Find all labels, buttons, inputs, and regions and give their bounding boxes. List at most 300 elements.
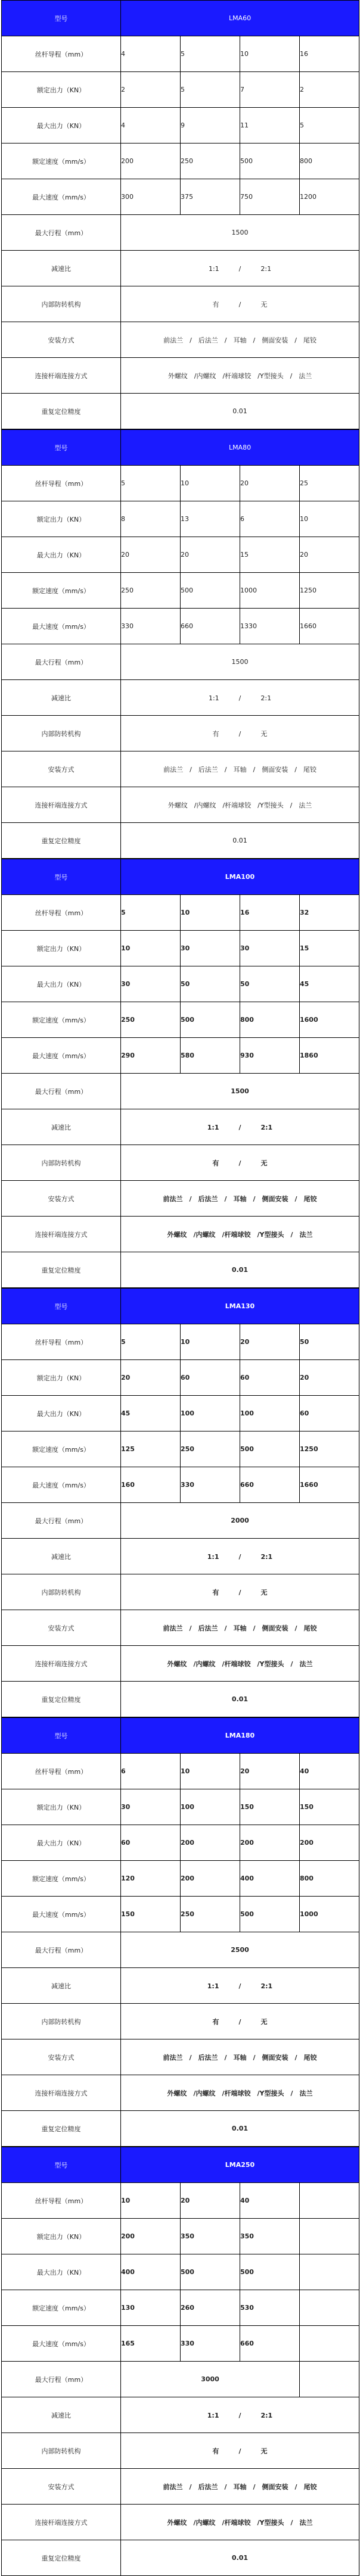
empty-cell xyxy=(300,2290,359,2326)
lead-value: 40 xyxy=(300,1754,359,1789)
rated-speed-label: 额定速度（mm/s） xyxy=(2,573,121,609)
rated-thrust-value: 5 xyxy=(181,72,240,108)
empty-cell xyxy=(300,2219,359,2254)
max-speed-label: 最大速度（mm/s） xyxy=(2,1897,121,1932)
rated-thrust-label: 额定出力（KN） xyxy=(2,2219,121,2254)
max-speed-value: 290 xyxy=(121,1038,181,1074)
mounting-row xyxy=(2,2039,359,2075)
anti-rotation-value: 有 / 无 xyxy=(121,1574,359,1610)
max-stroke-label: 最大行程（mm） xyxy=(2,1074,121,1109)
model-value: LMA100 xyxy=(121,859,359,895)
max-thrust-label: 最大出力（KN） xyxy=(2,108,121,144)
rod-connection-label: 连接杆端连接方式 xyxy=(2,1217,121,1252)
mounting-row xyxy=(2,322,359,358)
lead-row xyxy=(2,895,359,931)
lead-value: 16 xyxy=(240,895,300,931)
rated-speed-value: 125 xyxy=(121,1432,181,1467)
rated-speed-value: 500 xyxy=(181,1002,240,1038)
rod-connection-value: 外螺纹 /内螺纹 /杆端球铰 /Y型接头 / 法兰 xyxy=(121,1217,359,1252)
lead-label: 丝杆导程（mm） xyxy=(2,1324,121,1360)
rated-thrust-value: 350 xyxy=(181,2219,240,2254)
repeatability-value: 0.01 xyxy=(121,1252,359,1288)
lead-value: 25 xyxy=(300,466,359,501)
rated-speed-value: 200 xyxy=(181,1861,240,1897)
mounting-value: 前法兰 / 后法兰 / 耳轴 / 侧面安装 / 尾铰 xyxy=(121,1181,359,1217)
lead-value: 5 xyxy=(121,895,181,931)
max-thrust-row xyxy=(2,2254,359,2290)
empty-cell xyxy=(300,2254,359,2290)
lead-row xyxy=(2,466,359,501)
repeatability-row xyxy=(2,823,359,859)
max-thrust-row xyxy=(2,1396,359,1432)
rated-thrust-label: 额定出力（KN） xyxy=(2,1360,121,1396)
rated-thrust-label: 额定出力（KN） xyxy=(2,501,121,537)
rated-speed-value: 400 xyxy=(240,1861,300,1897)
repeatability-row xyxy=(2,394,359,429)
max-speed-value: 1200 xyxy=(300,179,359,215)
spec-table xyxy=(1,2147,359,2576)
anti-rotation-label: 内部防转机构 xyxy=(2,716,121,751)
model-label: 型号 xyxy=(2,430,121,466)
lead-value: 20 xyxy=(240,466,300,501)
anti-rotation-value: 有 / 无 xyxy=(121,286,359,322)
max-speed-value: 500 xyxy=(240,1897,300,1932)
rated-speed-value: 500 xyxy=(240,144,300,179)
rated-speed-row xyxy=(2,2290,359,2326)
lead-value: 32 xyxy=(300,895,359,931)
max-stroke-row xyxy=(2,2362,359,2397)
rod-connection-value: 外螺纹 /内螺纹 /杆端球铰 /Y型接头 / 法兰 xyxy=(121,2505,359,2540)
rated-thrust-row xyxy=(2,501,359,537)
rated-thrust-row xyxy=(2,1789,359,1825)
spec-table xyxy=(1,0,359,429)
lead-value: 5 xyxy=(181,36,240,72)
lead-value: 10 xyxy=(181,1754,240,1789)
rod-connection-row xyxy=(2,1646,359,1682)
max-speed-value: 1000 xyxy=(300,1897,359,1932)
max-thrust-value: 45 xyxy=(300,966,359,1002)
max-stroke-row xyxy=(2,215,359,251)
rated-speed-value: 500 xyxy=(181,573,240,609)
repeatability-row xyxy=(2,2540,359,2576)
max-thrust-row xyxy=(2,966,359,1002)
lead-value: 10 xyxy=(121,2183,181,2219)
max-thrust-value: 200 xyxy=(300,1825,359,1861)
max-speed-value: 375 xyxy=(181,179,240,215)
rated-thrust-value: 6 xyxy=(240,501,300,537)
model-value: LMA180 xyxy=(121,1718,359,1754)
repeatability-row xyxy=(2,1252,359,1288)
max-stroke-value: 1500 xyxy=(121,215,359,251)
anti-rotation-value: 有 / 无 xyxy=(121,1145,359,1181)
max-stroke-value: 1500 xyxy=(121,1074,359,1109)
ratio-row xyxy=(2,1968,359,2004)
max-thrust-value: 15 xyxy=(240,537,300,573)
model-value: LMA80 xyxy=(121,430,359,466)
lead-row xyxy=(2,36,359,72)
rated-speed-row xyxy=(2,1002,359,1038)
rated-thrust-value: 150 xyxy=(300,1789,359,1825)
max-stroke-row xyxy=(2,1932,359,1968)
rated-thrust-value: 15 xyxy=(300,931,359,966)
rated-speed-value: 120 xyxy=(121,1861,181,1897)
repeatability-label: 重复定位精度 xyxy=(2,823,121,859)
model-label: 型号 xyxy=(2,1,121,36)
spec-table xyxy=(1,859,359,1288)
max-speed-value: 160 xyxy=(121,1467,181,1503)
mounting-value: 前法兰 / 后法兰 / 耳轴 / 侧面安装 / 尾铰 xyxy=(121,751,359,787)
repeatability-value: 0.01 xyxy=(121,823,359,859)
rated-speed-value: 800 xyxy=(300,1861,359,1897)
max-thrust-value: 4 xyxy=(121,108,181,144)
rated-speed-row xyxy=(2,1861,359,1897)
max-thrust-value: 60 xyxy=(300,1396,359,1432)
lead-value: 16 xyxy=(300,36,359,72)
rated-thrust-row xyxy=(2,2219,359,2254)
rod-connection-row xyxy=(2,2075,359,2111)
rated-thrust-value: 30 xyxy=(181,931,240,966)
rated-thrust-value: 20 xyxy=(300,1360,359,1396)
ratio-value: 1:1 / 2:1 xyxy=(121,251,359,286)
model-row xyxy=(2,430,359,466)
max-thrust-row xyxy=(2,537,359,573)
rated-thrust-value: 8 xyxy=(121,501,181,537)
max-speed-row xyxy=(2,179,359,215)
anti-rotation-row xyxy=(2,2433,359,2469)
rod-connection-label: 连接杆端连接方式 xyxy=(2,1646,121,1682)
rated-thrust-row xyxy=(2,1360,359,1396)
model-value: LMA130 xyxy=(121,1289,359,1324)
ratio-label: 减速比 xyxy=(2,1539,121,1574)
lead-value: 10 xyxy=(181,1324,240,1360)
rated-thrust-row xyxy=(2,72,359,108)
rod-connection-label: 连接杆端连接方式 xyxy=(2,358,121,394)
rated-speed-value: 130 xyxy=(121,2290,181,2326)
max-speed-value: 660 xyxy=(240,1467,300,1503)
mounting-label: 安装方式 xyxy=(2,1181,121,1217)
rated-speed-label: 额定速度（mm/s） xyxy=(2,1432,121,1467)
max-speed-row xyxy=(2,609,359,644)
rod-connection-value: 外螺纹 /内螺纹 /杆端球铰 /Y型接头 / 法兰 xyxy=(121,787,359,823)
ratio-label: 减速比 xyxy=(2,680,121,716)
anti-rotation-row xyxy=(2,2004,359,2039)
max-stroke-row xyxy=(2,1503,359,1539)
repeatability-value: 0.01 xyxy=(121,1682,359,1717)
mounting-label: 安装方式 xyxy=(2,1610,121,1646)
mounting-label: 安装方式 xyxy=(2,322,121,358)
max-stroke-row xyxy=(2,644,359,680)
max-speed-value: 660 xyxy=(240,2326,300,2362)
rod-connection-label: 连接杆端连接方式 xyxy=(2,787,121,823)
model-label: 型号 xyxy=(2,859,121,895)
max-thrust-value: 500 xyxy=(181,2254,240,2290)
max-stroke-value: 1500 xyxy=(121,644,359,680)
rated-thrust-value: 20 xyxy=(121,1360,181,1396)
ratio-value: 1:1 / 2:1 xyxy=(121,1539,359,1574)
max-speed-value: 330 xyxy=(181,2326,240,2362)
rated-thrust-label: 额定出力（KN） xyxy=(2,72,121,108)
model-label: 型号 xyxy=(2,2147,121,2183)
repeatability-label: 重复定位精度 xyxy=(2,1682,121,1717)
ratio-row xyxy=(2,1539,359,1574)
ratio-value: 1:1 / 2:1 xyxy=(121,1109,359,1145)
rated-thrust-value: 150 xyxy=(240,1789,300,1825)
mounting-label: 安装方式 xyxy=(2,2469,121,2505)
empty-cell xyxy=(300,2362,359,2397)
max-stroke-row xyxy=(2,1074,359,1109)
rated-speed-value: 250 xyxy=(121,1002,181,1038)
rated-thrust-label: 额定出力（KN） xyxy=(2,931,121,966)
anti-rotation-row xyxy=(2,1574,359,1610)
rated-thrust-value: 10 xyxy=(300,501,359,537)
rated-thrust-value: 200 xyxy=(121,2219,181,2254)
max-thrust-value: 9 xyxy=(181,108,240,144)
lead-label: 丝杆导程（mm） xyxy=(2,1754,121,1789)
max-speed-label: 最大速度（mm/s） xyxy=(2,1467,121,1503)
max-speed-label: 最大速度（mm/s） xyxy=(2,179,121,215)
rated-thrust-value: 30 xyxy=(121,1789,181,1825)
mounting-value: 前法兰 / 后法兰 / 耳轴 / 侧面安装 / 尾铰 xyxy=(121,2469,359,2505)
model-label: 型号 xyxy=(2,1718,121,1754)
max-thrust-value: 200 xyxy=(240,1825,300,1861)
max-speed-label: 最大速度（mm/s） xyxy=(2,1038,121,1074)
lead-value: 10 xyxy=(181,466,240,501)
repeatability-label: 重复定位精度 xyxy=(2,394,121,429)
max-thrust-value: 400 xyxy=(121,2254,181,2290)
ratio-value: 1:1 / 2:1 xyxy=(121,2397,359,2433)
max-speed-value: 250 xyxy=(181,1897,240,1932)
mounting-value: 前法兰 / 后法兰 / 耳轴 / 侧面安装 / 尾铰 xyxy=(121,1610,359,1646)
max-stroke-label: 最大行程（mm） xyxy=(2,1932,121,1968)
max-thrust-value: 20 xyxy=(181,537,240,573)
rated-thrust-value: 60 xyxy=(181,1360,240,1396)
mounting-value: 前法兰 / 后法兰 / 耳轴 / 侧面安装 / 尾铰 xyxy=(121,322,359,358)
max-thrust-label: 最大出力（KN） xyxy=(2,2254,121,2290)
rated-speed-value: 1600 xyxy=(300,1002,359,1038)
rod-connection-value: 外螺纹 /内螺纹 /杆端球铰 /Y型接头 / 法兰 xyxy=(121,358,359,394)
rated-thrust-row xyxy=(2,931,359,966)
repeatability-label: 重复定位精度 xyxy=(2,2540,121,2576)
empty-cell xyxy=(300,2183,359,2219)
max-speed-value: 1660 xyxy=(300,609,359,644)
rated-speed-value: 1250 xyxy=(300,573,359,609)
model-row xyxy=(2,1289,359,1324)
repeatability-value: 0.01 xyxy=(121,394,359,429)
rated-speed-label: 额定速度（mm/s） xyxy=(2,1861,121,1897)
max-thrust-value: 100 xyxy=(240,1396,300,1432)
lead-value: 4 xyxy=(121,36,181,72)
max-thrust-value: 60 xyxy=(121,1825,181,1861)
max-thrust-value: 50 xyxy=(240,966,300,1002)
repeatability-value: 0.01 xyxy=(121,2111,359,2147)
max-thrust-value: 20 xyxy=(121,537,181,573)
max-thrust-label: 最大出力（KN） xyxy=(2,1825,121,1861)
anti-rotation-value: 有 / 无 xyxy=(121,2433,359,2469)
rated-speed-label: 额定速度（mm/s） xyxy=(2,2290,121,2326)
ratio-row xyxy=(2,680,359,716)
max-speed-value: 150 xyxy=(121,1897,181,1932)
max-stroke-value: 2000 xyxy=(121,1503,359,1539)
spec-sheet xyxy=(1,0,359,2576)
ratio-value: 1:1 / 2:1 xyxy=(121,1968,359,2004)
rated-speed-value: 530 xyxy=(240,2290,300,2326)
lead-row xyxy=(2,1324,359,1360)
rated-thrust-value: 2 xyxy=(121,72,181,108)
repeatability-label: 重复定位精度 xyxy=(2,2111,121,2147)
rated-speed-value: 1000 xyxy=(240,573,300,609)
ratio-label: 减速比 xyxy=(2,2397,121,2433)
lead-label: 丝杆导程（mm） xyxy=(2,466,121,501)
anti-rotation-label: 内部防转机构 xyxy=(2,1574,121,1610)
anti-rotation-row xyxy=(2,716,359,751)
mounting-row xyxy=(2,1610,359,1646)
lead-value: 20 xyxy=(181,2183,240,2219)
max-speed-value: 930 xyxy=(240,1038,300,1074)
max-speed-row xyxy=(2,2326,359,2362)
max-thrust-row xyxy=(2,108,359,144)
spec-table xyxy=(1,1717,359,2147)
anti-rotation-label: 内部防转机构 xyxy=(2,1145,121,1181)
anti-rotation-row xyxy=(2,286,359,322)
mounting-row xyxy=(2,2469,359,2505)
ratio-label: 减速比 xyxy=(2,1109,121,1145)
anti-rotation-row xyxy=(2,1145,359,1181)
lead-value: 40 xyxy=(240,2183,300,2219)
rated-thrust-value: 100 xyxy=(181,1789,240,1825)
rod-connection-row xyxy=(2,2505,359,2540)
max-speed-label: 最大速度（mm/s） xyxy=(2,2326,121,2362)
lead-value: 20 xyxy=(240,1754,300,1789)
max-stroke-label: 最大行程（mm） xyxy=(2,2362,121,2397)
rated-speed-label: 额定速度（mm/s） xyxy=(2,144,121,179)
max-speed-value: 330 xyxy=(121,609,181,644)
model-value: LMA60 xyxy=(121,1,359,36)
rod-connection-label: 连接杆端连接方式 xyxy=(2,2505,121,2540)
max-speed-row xyxy=(2,1038,359,1074)
rated-thrust-value: 350 xyxy=(240,2219,300,2254)
rod-connection-row xyxy=(2,358,359,394)
max-thrust-value: 50 xyxy=(181,966,240,1002)
anti-rotation-value: 有 / 无 xyxy=(121,2004,359,2039)
max-speed-value: 330 xyxy=(181,1467,240,1503)
rated-speed-value: 250 xyxy=(181,1432,240,1467)
lead-value: 20 xyxy=(240,1324,300,1360)
max-speed-value: 1330 xyxy=(240,609,300,644)
rated-thrust-value: 7 xyxy=(240,72,300,108)
rated-speed-value: 500 xyxy=(240,1432,300,1467)
ratio-row xyxy=(2,1109,359,1145)
ratio-label: 减速比 xyxy=(2,251,121,286)
max-thrust-row xyxy=(2,1825,359,1861)
rated-thrust-value: 30 xyxy=(240,931,300,966)
max-thrust-value: 45 xyxy=(121,1396,181,1432)
spec-table xyxy=(1,1288,359,1717)
rated-speed-value: 250 xyxy=(181,144,240,179)
rod-connection-value: 外螺纹 /内螺纹 /杆端球铰 /Y型接头 / 法兰 xyxy=(121,1646,359,1682)
ratio-label: 减速比 xyxy=(2,1968,121,2004)
anti-rotation-label: 内部防转机构 xyxy=(2,2004,121,2039)
rated-thrust-value: 10 xyxy=(121,931,181,966)
max-stroke-label: 最大行程（mm） xyxy=(2,644,121,680)
max-speed-value: 1860 xyxy=(300,1038,359,1074)
model-row xyxy=(2,859,359,895)
rated-speed-value: 250 xyxy=(121,573,181,609)
lead-row xyxy=(2,1754,359,1789)
rated-thrust-value: 60 xyxy=(240,1360,300,1396)
rod-connection-row xyxy=(2,1217,359,1252)
repeatability-label: 重复定位精度 xyxy=(2,1252,121,1288)
model-value: LMA250 xyxy=(121,2147,359,2183)
lead-value: 10 xyxy=(240,36,300,72)
repeatability-row xyxy=(2,2111,359,2147)
mounting-row xyxy=(2,751,359,787)
anti-rotation-value: 有 / 无 xyxy=(121,716,359,751)
max-stroke-value: 3000 xyxy=(121,2362,300,2397)
rated-speed-row xyxy=(2,1432,359,1467)
max-speed-value: 580 xyxy=(181,1038,240,1074)
lead-value: 5 xyxy=(121,466,181,501)
mounting-label: 安装方式 xyxy=(2,751,121,787)
max-thrust-value: 100 xyxy=(181,1396,240,1432)
max-thrust-label: 最大出力（KN） xyxy=(2,537,121,573)
lead-row xyxy=(2,2183,359,2219)
model-row xyxy=(2,2147,359,2183)
mounting-label: 安装方式 xyxy=(2,2039,121,2075)
rated-speed-row xyxy=(2,573,359,609)
max-speed-value: 300 xyxy=(121,179,181,215)
lead-value: 10 xyxy=(181,895,240,931)
max-speed-value: 750 xyxy=(240,179,300,215)
max-speed-label: 最大速度（mm/s） xyxy=(2,609,121,644)
rated-speed-row xyxy=(2,144,359,179)
rated-speed-value: 1250 xyxy=(300,1432,359,1467)
rated-speed-label: 额定速度（mm/s） xyxy=(2,1002,121,1038)
max-thrust-value: 30 xyxy=(121,966,181,1002)
max-stroke-value: 2500 xyxy=(121,1932,359,1968)
rated-speed-value: 260 xyxy=(181,2290,240,2326)
ratio-value: 1:1 / 2:1 xyxy=(121,680,359,716)
max-speed-value: 165 xyxy=(121,2326,181,2362)
max-thrust-label: 最大出力（KN） xyxy=(2,966,121,1002)
max-thrust-label: 最大出力（KN） xyxy=(2,1396,121,1432)
lead-label: 丝杆导程（mm） xyxy=(2,36,121,72)
rated-speed-value: 800 xyxy=(300,144,359,179)
model-row xyxy=(2,1,359,36)
lead-value: 6 xyxy=(121,1754,181,1789)
repeatability-value: 0.01 xyxy=(121,2540,359,2576)
rated-thrust-label: 额定出力（KN） xyxy=(2,1789,121,1825)
anti-rotation-label: 内部防转机构 xyxy=(2,2433,121,2469)
model-label: 型号 xyxy=(2,1289,121,1324)
lead-value: 50 xyxy=(300,1324,359,1360)
spec-table xyxy=(1,429,359,859)
max-speed-row xyxy=(2,1467,359,1503)
max-thrust-value: 5 xyxy=(300,108,359,144)
ratio-row xyxy=(2,2397,359,2433)
model-row xyxy=(2,1718,359,1754)
rod-connection-value: 外螺纹 /内螺纹 /杆端球铰 /Y型接头 / 法兰 xyxy=(121,2075,359,2111)
mounting-value: 前法兰 / 后法兰 / 耳轴 / 侧面安装 / 尾铰 xyxy=(121,2039,359,2075)
rated-thrust-value: 13 xyxy=(181,501,240,537)
max-thrust-value: 20 xyxy=(300,537,359,573)
anti-rotation-label: 内部防转机构 xyxy=(2,286,121,322)
rated-speed-value: 200 xyxy=(121,144,181,179)
rod-connection-row xyxy=(2,787,359,823)
max-thrust-value: 500 xyxy=(240,2254,300,2290)
max-speed-row xyxy=(2,1897,359,1932)
max-stroke-label: 最大行程（mm） xyxy=(2,215,121,251)
rod-connection-label: 连接杆端连接方式 xyxy=(2,2075,121,2111)
